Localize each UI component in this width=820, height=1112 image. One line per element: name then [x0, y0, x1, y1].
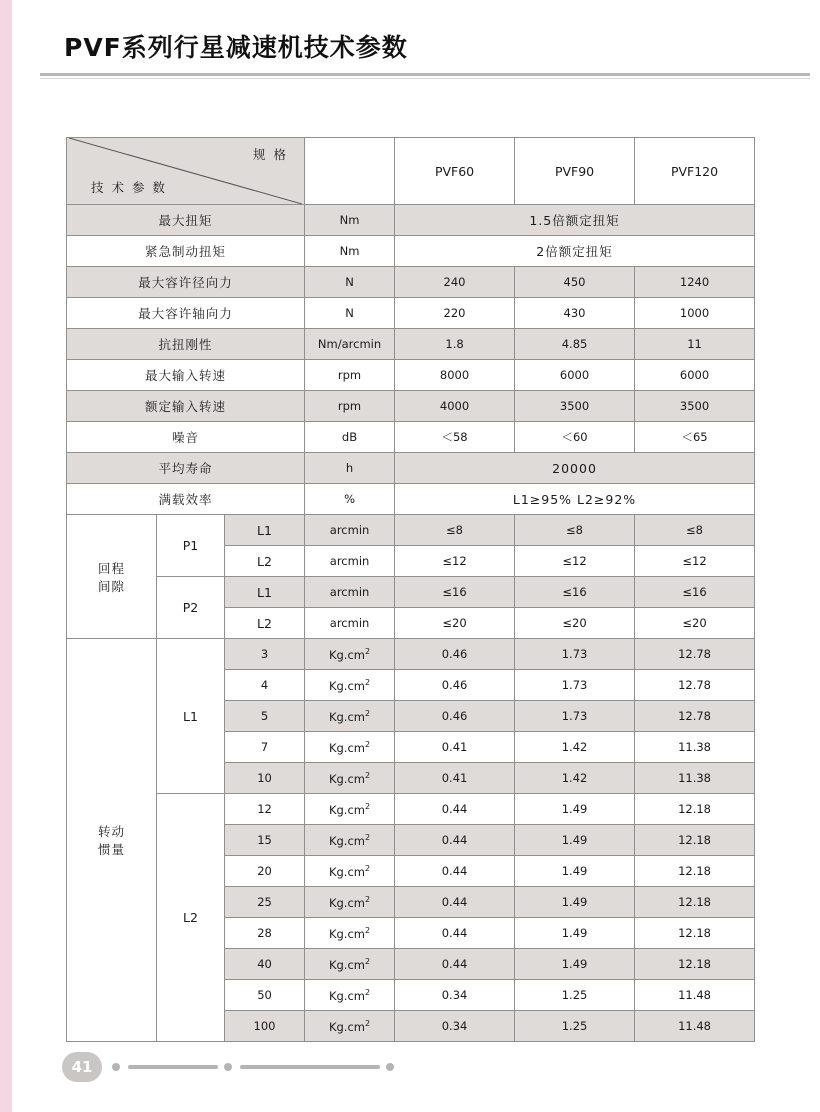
table-row [67, 577, 755, 608]
inertia-ratio: 100 [225, 1011, 305, 1042]
inertia-value-2: 1.49 [515, 918, 635, 949]
page-header [40, 18, 800, 74]
page-number: 41 [62, 1052, 102, 1082]
backlash-value-3: ≤8 [635, 515, 755, 546]
backlash-stage-label: P2 [157, 577, 225, 639]
param-value-1: 1.8 [395, 329, 515, 360]
inertia-value-1: 0.44 [395, 794, 515, 825]
inertia-value-3: 11.38 [635, 732, 755, 763]
table-row [67, 391, 755, 422]
inertia-value-2: 1.49 [515, 794, 635, 825]
inertia-value-2: 1.49 [515, 825, 635, 856]
param-value-2: 430 [515, 298, 635, 329]
header-model-1: PVF60 [395, 138, 515, 205]
param-unit: h [305, 453, 395, 484]
footer-bar-2 [240, 1065, 380, 1069]
inertia-value-1: 0.44 [395, 825, 515, 856]
footer-bar-1 [128, 1065, 218, 1069]
inertia-value-1: 0.44 [395, 856, 515, 887]
backlash-unit: arcmin [305, 577, 395, 608]
backlash-value-1: ≤8 [395, 515, 515, 546]
page-spine-decoration [0, 0, 12, 1112]
inertia-value-1: 0.46 [395, 639, 515, 670]
inertia-value-2: 1.73 [515, 639, 635, 670]
inertia-unit: $Kg.cm^2$ [305, 701, 395, 732]
backlash-unit: arcmin [305, 608, 395, 639]
table-row [67, 422, 755, 453]
param-name: 最大容许径向力 [67, 267, 305, 298]
inertia-value-1: 0.46 [395, 701, 515, 732]
inertia-value-2: 1.25 [515, 1011, 635, 1042]
inertia-unit: $Kg.cm^2$ [305, 763, 395, 794]
param-value-2: 6000 [515, 360, 635, 391]
table-row [67, 298, 755, 329]
inertia-ratio: 3 [225, 639, 305, 670]
table-row [67, 794, 755, 825]
param-value-1: ＜58 [395, 422, 515, 453]
param-unit: rpm [305, 360, 395, 391]
table-header-row [67, 138, 755, 205]
backlash-value-1: ≤20 [395, 608, 515, 639]
backlash-unit: arcmin [305, 515, 395, 546]
table-row [67, 639, 755, 670]
backlash-level-label: L2 [225, 608, 305, 639]
inertia-ratio: 5 [225, 701, 305, 732]
inertia-ratio: 28 [225, 918, 305, 949]
inertia-value-1: 0.46 [395, 670, 515, 701]
param-name: 最大输入转速 [67, 360, 305, 391]
page-title: PVF系列行星减速机技术参数 [64, 33, 408, 62]
inertia-unit: $Kg.cm^2$ [305, 949, 395, 980]
inertia-value-1: 0.41 [395, 732, 515, 763]
table-row [67, 360, 755, 391]
spec-table [66, 137, 755, 1042]
inertia-unit: $Kg.cm^2$ [305, 980, 395, 1011]
footer-dot-2 [224, 1063, 232, 1071]
inertia-value-3: 12.18 [635, 825, 755, 856]
param-value-2: 450 [515, 267, 635, 298]
backlash-level-label: L1 [225, 577, 305, 608]
inertia-value-3: 12.78 [635, 701, 755, 732]
inertia-value-2: 1.42 [515, 732, 635, 763]
inertia-unit: $Kg.cm^2$ [305, 1011, 395, 1042]
backlash-stage-label: P1 [157, 515, 225, 577]
inertia-ratio: 12 [225, 794, 305, 825]
param-value-1: 4000 [395, 391, 515, 422]
param-value-2: 4.85 [515, 329, 635, 360]
inertia-ratio: 4 [225, 670, 305, 701]
inertia-ratio: 7 [225, 732, 305, 763]
param-value-3: ＜65 [635, 422, 755, 453]
inertia-ratio: 40 [225, 949, 305, 980]
param-value-1: 240 [395, 267, 515, 298]
header-rule-thin [40, 78, 810, 79]
backlash-value-1: ≤16 [395, 577, 515, 608]
param-unit: N [305, 298, 395, 329]
inertia-value-3: 12.18 [635, 794, 755, 825]
inertia-unit: $Kg.cm^2$ [305, 825, 395, 856]
backlash-value-2: ≤12 [515, 546, 635, 577]
inertia-stage-label: L1 [157, 639, 225, 794]
param-value-span: 20000 [395, 453, 755, 484]
table-row [67, 453, 755, 484]
inertia-value-1: 0.44 [395, 949, 515, 980]
page-spine-inner-line [12, 0, 15, 1112]
inertia-value-2: 1.49 [515, 949, 635, 980]
inertia-value-3: 12.18 [635, 918, 755, 949]
param-name: 紧急制动扭矩 [67, 236, 305, 267]
param-value-3: 6000 [635, 360, 755, 391]
param-unit: Nm [305, 205, 395, 236]
inertia-value-3: 12.18 [635, 949, 755, 980]
param-value-3: 1240 [635, 267, 755, 298]
inertia-value-1: 0.44 [395, 918, 515, 949]
param-unit: dB [305, 422, 395, 453]
param-unit: N [305, 267, 395, 298]
param-value-2: ＜60 [515, 422, 635, 453]
inertia-value-3: 12.18 [635, 887, 755, 918]
param-value-span: 1.5倍额定扭矩 [395, 205, 755, 236]
inertia-ratio: 50 [225, 980, 305, 1011]
inertia-value-2: 1.73 [515, 670, 635, 701]
inertia-value-3: 11.38 [635, 763, 755, 794]
inertia-value-2: 1.49 [515, 887, 635, 918]
backlash-value-3: ≤20 [635, 608, 755, 639]
inertia-unit: $Kg.cm^2$ [305, 732, 395, 763]
param-unit: Nm/arcmin [305, 329, 395, 360]
param-value-span: 2倍额定扭矩 [395, 236, 755, 267]
backlash-value-3: ≤16 [635, 577, 755, 608]
backlash-value-2: ≤20 [515, 608, 635, 639]
inertia-section-label: 转动 惯量 [67, 639, 157, 1042]
inertia-ratio: 20 [225, 856, 305, 887]
param-name: 噪音 [67, 422, 305, 453]
inertia-unit: $Kg.cm^2$ [305, 794, 395, 825]
backlash-value-3: ≤12 [635, 546, 755, 577]
inertia-ratio: 15 [225, 825, 305, 856]
inertia-value-3: 12.78 [635, 670, 755, 701]
param-value-3: 11 [635, 329, 755, 360]
header-rule [40, 73, 810, 76]
inertia-ratio: 10 [225, 763, 305, 794]
inertia-value-3: 11.48 [635, 1011, 755, 1042]
spec-table-body [67, 138, 755, 1042]
inertia-value-3: 12.78 [635, 639, 755, 670]
backlash-section-label: 回程 间隙 [67, 515, 157, 639]
param-name: 最大容许轴向力 [67, 298, 305, 329]
inertia-value-1: 0.34 [395, 1011, 515, 1042]
footer-dot-3 [386, 1063, 394, 1071]
param-value-1: 220 [395, 298, 515, 329]
inertia-value-1: 0.44 [395, 887, 515, 918]
inertia-unit: $Kg.cm^2$ [305, 670, 395, 701]
inertia-value-1: 0.41 [395, 763, 515, 794]
table-row [67, 267, 755, 298]
table-row [67, 329, 755, 360]
param-value-1: 8000 [395, 360, 515, 391]
inertia-value-2: 1.49 [515, 856, 635, 887]
backlash-value-2: ≤16 [515, 577, 635, 608]
backlash-level-label: L1 [225, 515, 305, 546]
param-unit: Nm [305, 236, 395, 267]
header-model-2: PVF90 [515, 138, 635, 205]
inertia-unit: $Kg.cm^2$ [305, 856, 395, 887]
param-name: 平均寿命 [67, 453, 305, 484]
backlash-unit: arcmin [305, 546, 395, 577]
inertia-ratio: 25 [225, 887, 305, 918]
inertia-value-3: 11.48 [635, 980, 755, 1011]
inertia-unit: $Kg.cm^2$ [305, 918, 395, 949]
param-value-3: 1000 [635, 298, 755, 329]
inertia-unit: $Kg.cm^2$ [305, 639, 395, 670]
header-spec-label: 规 格 [253, 147, 289, 162]
param-name: 抗扭刚性 [67, 329, 305, 360]
table-row [67, 515, 755, 546]
page-footer [52, 1052, 752, 1092]
inertia-value-2: 1.73 [515, 701, 635, 732]
header-corner-cell [67, 138, 305, 205]
param-unit: rpm [305, 391, 395, 422]
param-name: 最大扭矩 [67, 205, 305, 236]
param-unit: % [305, 484, 395, 515]
backlash-value-1: ≤12 [395, 546, 515, 577]
table-row [67, 484, 755, 515]
spec-table-container [66, 137, 754, 1042]
header-model-3: PVF120 [635, 138, 755, 205]
inertia-value-3: 12.18 [635, 856, 755, 887]
param-name: 额定输入转速 [67, 391, 305, 422]
inertia-unit: $Kg.cm^2$ [305, 887, 395, 918]
backlash-level-label: L2 [225, 546, 305, 577]
inertia-value-2: 1.42 [515, 763, 635, 794]
table-row [67, 236, 755, 267]
header-unit-cell [305, 138, 395, 205]
param-value-3: 3500 [635, 391, 755, 422]
param-value-span: L1≥95% L2≥92% [395, 484, 755, 515]
inertia-value-2: 1.25 [515, 980, 635, 1011]
param-name: 满载效率 [67, 484, 305, 515]
footer-dot-1 [112, 1063, 120, 1071]
backlash-value-2: ≤8 [515, 515, 635, 546]
table-row [67, 205, 755, 236]
param-value-2: 3500 [515, 391, 635, 422]
header-param-label: 技 术 参 数 [91, 180, 167, 195]
inertia-stage-label: L2 [157, 794, 225, 1042]
inertia-value-1: 0.34 [395, 980, 515, 1011]
